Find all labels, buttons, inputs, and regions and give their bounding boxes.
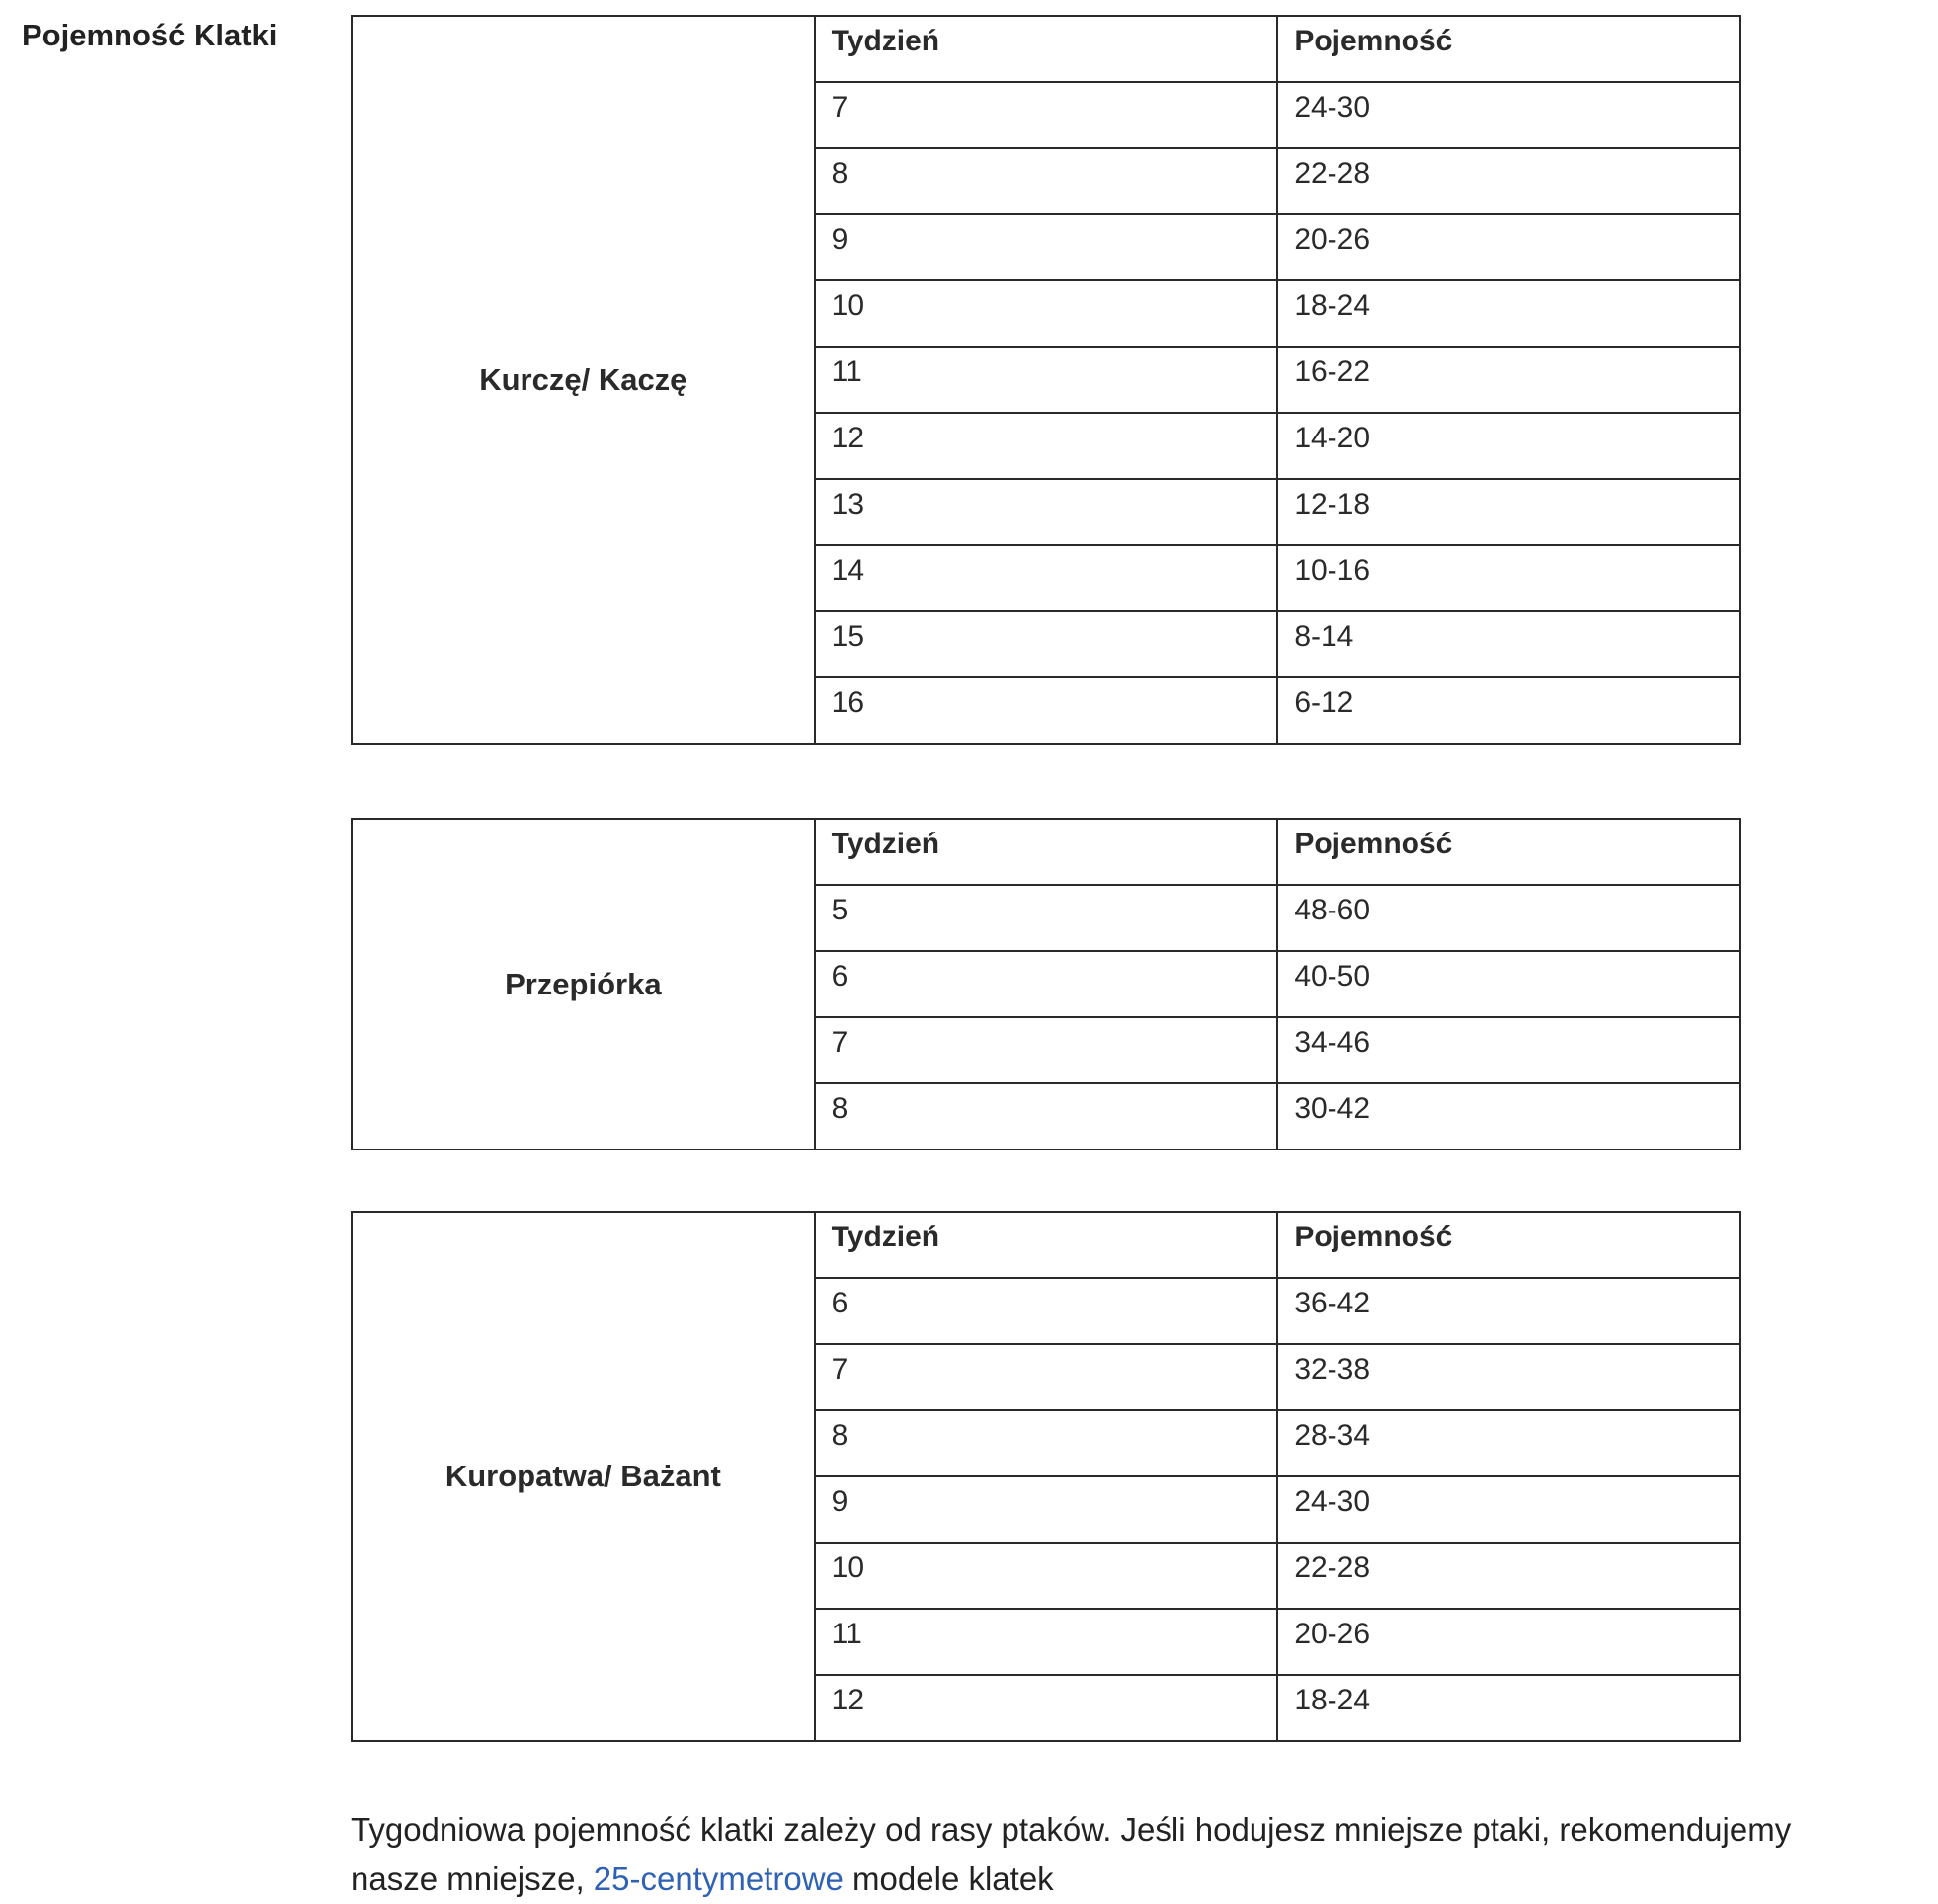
week-cell: 11	[815, 1609, 1278, 1675]
week-cell: 14	[815, 545, 1278, 611]
capacity-cell: 8-14	[1277, 611, 1740, 677]
week-cell: 6	[815, 951, 1278, 1017]
species-cell: Kurczę/ Kaczę	[352, 16, 815, 744]
week-cell: 7	[815, 1017, 1278, 1083]
week-cell: 16	[815, 677, 1278, 744]
week-cell: 8	[815, 148, 1278, 214]
description-paragraph	[351, 1805, 1791, 1904]
cage-25cm-link[interactable]: 25-centymetrowe	[593, 1861, 844, 1897]
capacity-cell: 24-30	[1277, 1476, 1740, 1543]
capacity-cell: 14-20	[1277, 413, 1740, 479]
capacity-cell: 28-34	[1277, 1410, 1740, 1476]
capacity-header: Pojemność	[1277, 16, 1740, 82]
paragraph-line-2-suffix: modele klatek	[843, 1861, 1054, 1897]
capacity-cell: 34-46	[1277, 1017, 1740, 1083]
week-cell: 15	[815, 611, 1278, 677]
section-label: Pojemność Klatki	[22, 18, 278, 52]
table-header-row	[352, 16, 1740, 82]
capacity-cell: 6-12	[1277, 677, 1740, 744]
capacity-table-quail	[351, 818, 1741, 1150]
species-cell: Przepiórka	[352, 819, 815, 1150]
paragraph-line-1: Tygodniowa pojemność klatki zależy od rasy ptaków. Jeśli hodujesz mniejsze ptaki, rekomendujemy	[351, 1811, 1792, 1848]
capacity-cell: 36-42	[1277, 1278, 1740, 1344]
week-cell: 6	[815, 1278, 1278, 1344]
capacity-cell: 48-60	[1277, 885, 1740, 951]
capacity-cell: 20-26	[1277, 1609, 1740, 1675]
capacity-cell: 24-30	[1277, 82, 1740, 148]
week-cell: 11	[815, 347, 1278, 413]
capacity-table-partridge-pheasant	[351, 1211, 1741, 1742]
paragraph-line-2-prefix: nasze mniejsze,	[351, 1861, 594, 1897]
week-cell: 7	[815, 82, 1278, 148]
capacity-cell: 22-28	[1277, 148, 1740, 214]
week-cell: 8	[815, 1410, 1278, 1476]
capacity-cell: 18-24	[1277, 1675, 1740, 1741]
capacity-cell: 18-24	[1277, 280, 1740, 347]
week-cell: 9	[815, 1476, 1278, 1543]
week-cell: 8	[815, 1083, 1278, 1150]
capacity-cell: 20-26	[1277, 214, 1740, 280]
week-cell: 10	[815, 1543, 1278, 1609]
week-cell: 12	[815, 1675, 1278, 1741]
table-header-row	[352, 1212, 1740, 1278]
capacity-header: Pojemność	[1277, 1212, 1740, 1278]
capacity-cell: 30-42	[1277, 1083, 1740, 1150]
capacity-table-chick-duckling	[351, 15, 1741, 745]
week-header: Tydzień	[815, 16, 1278, 82]
week-header: Tydzień	[815, 819, 1278, 885]
week-cell: 9	[815, 214, 1278, 280]
week-cell: 13	[815, 479, 1278, 545]
week-header: Tydzień	[815, 1212, 1278, 1278]
week-cell: 12	[815, 413, 1278, 479]
capacity-cell: 10-16	[1277, 545, 1740, 611]
capacity-cell: 32-38	[1277, 1344, 1740, 1410]
capacity-cell: 22-28	[1277, 1543, 1740, 1609]
week-cell: 7	[815, 1344, 1278, 1410]
week-cell: 10	[815, 280, 1278, 347]
week-cell: 5	[815, 885, 1278, 951]
species-cell: Kuropatwa/ Bażant	[352, 1212, 815, 1741]
table-header-row	[352, 819, 1740, 885]
capacity-cell: 16-22	[1277, 347, 1740, 413]
capacity-cell: 12-18	[1277, 479, 1740, 545]
capacity-cell: 40-50	[1277, 951, 1740, 1017]
capacity-header: Pojemność	[1277, 819, 1740, 885]
